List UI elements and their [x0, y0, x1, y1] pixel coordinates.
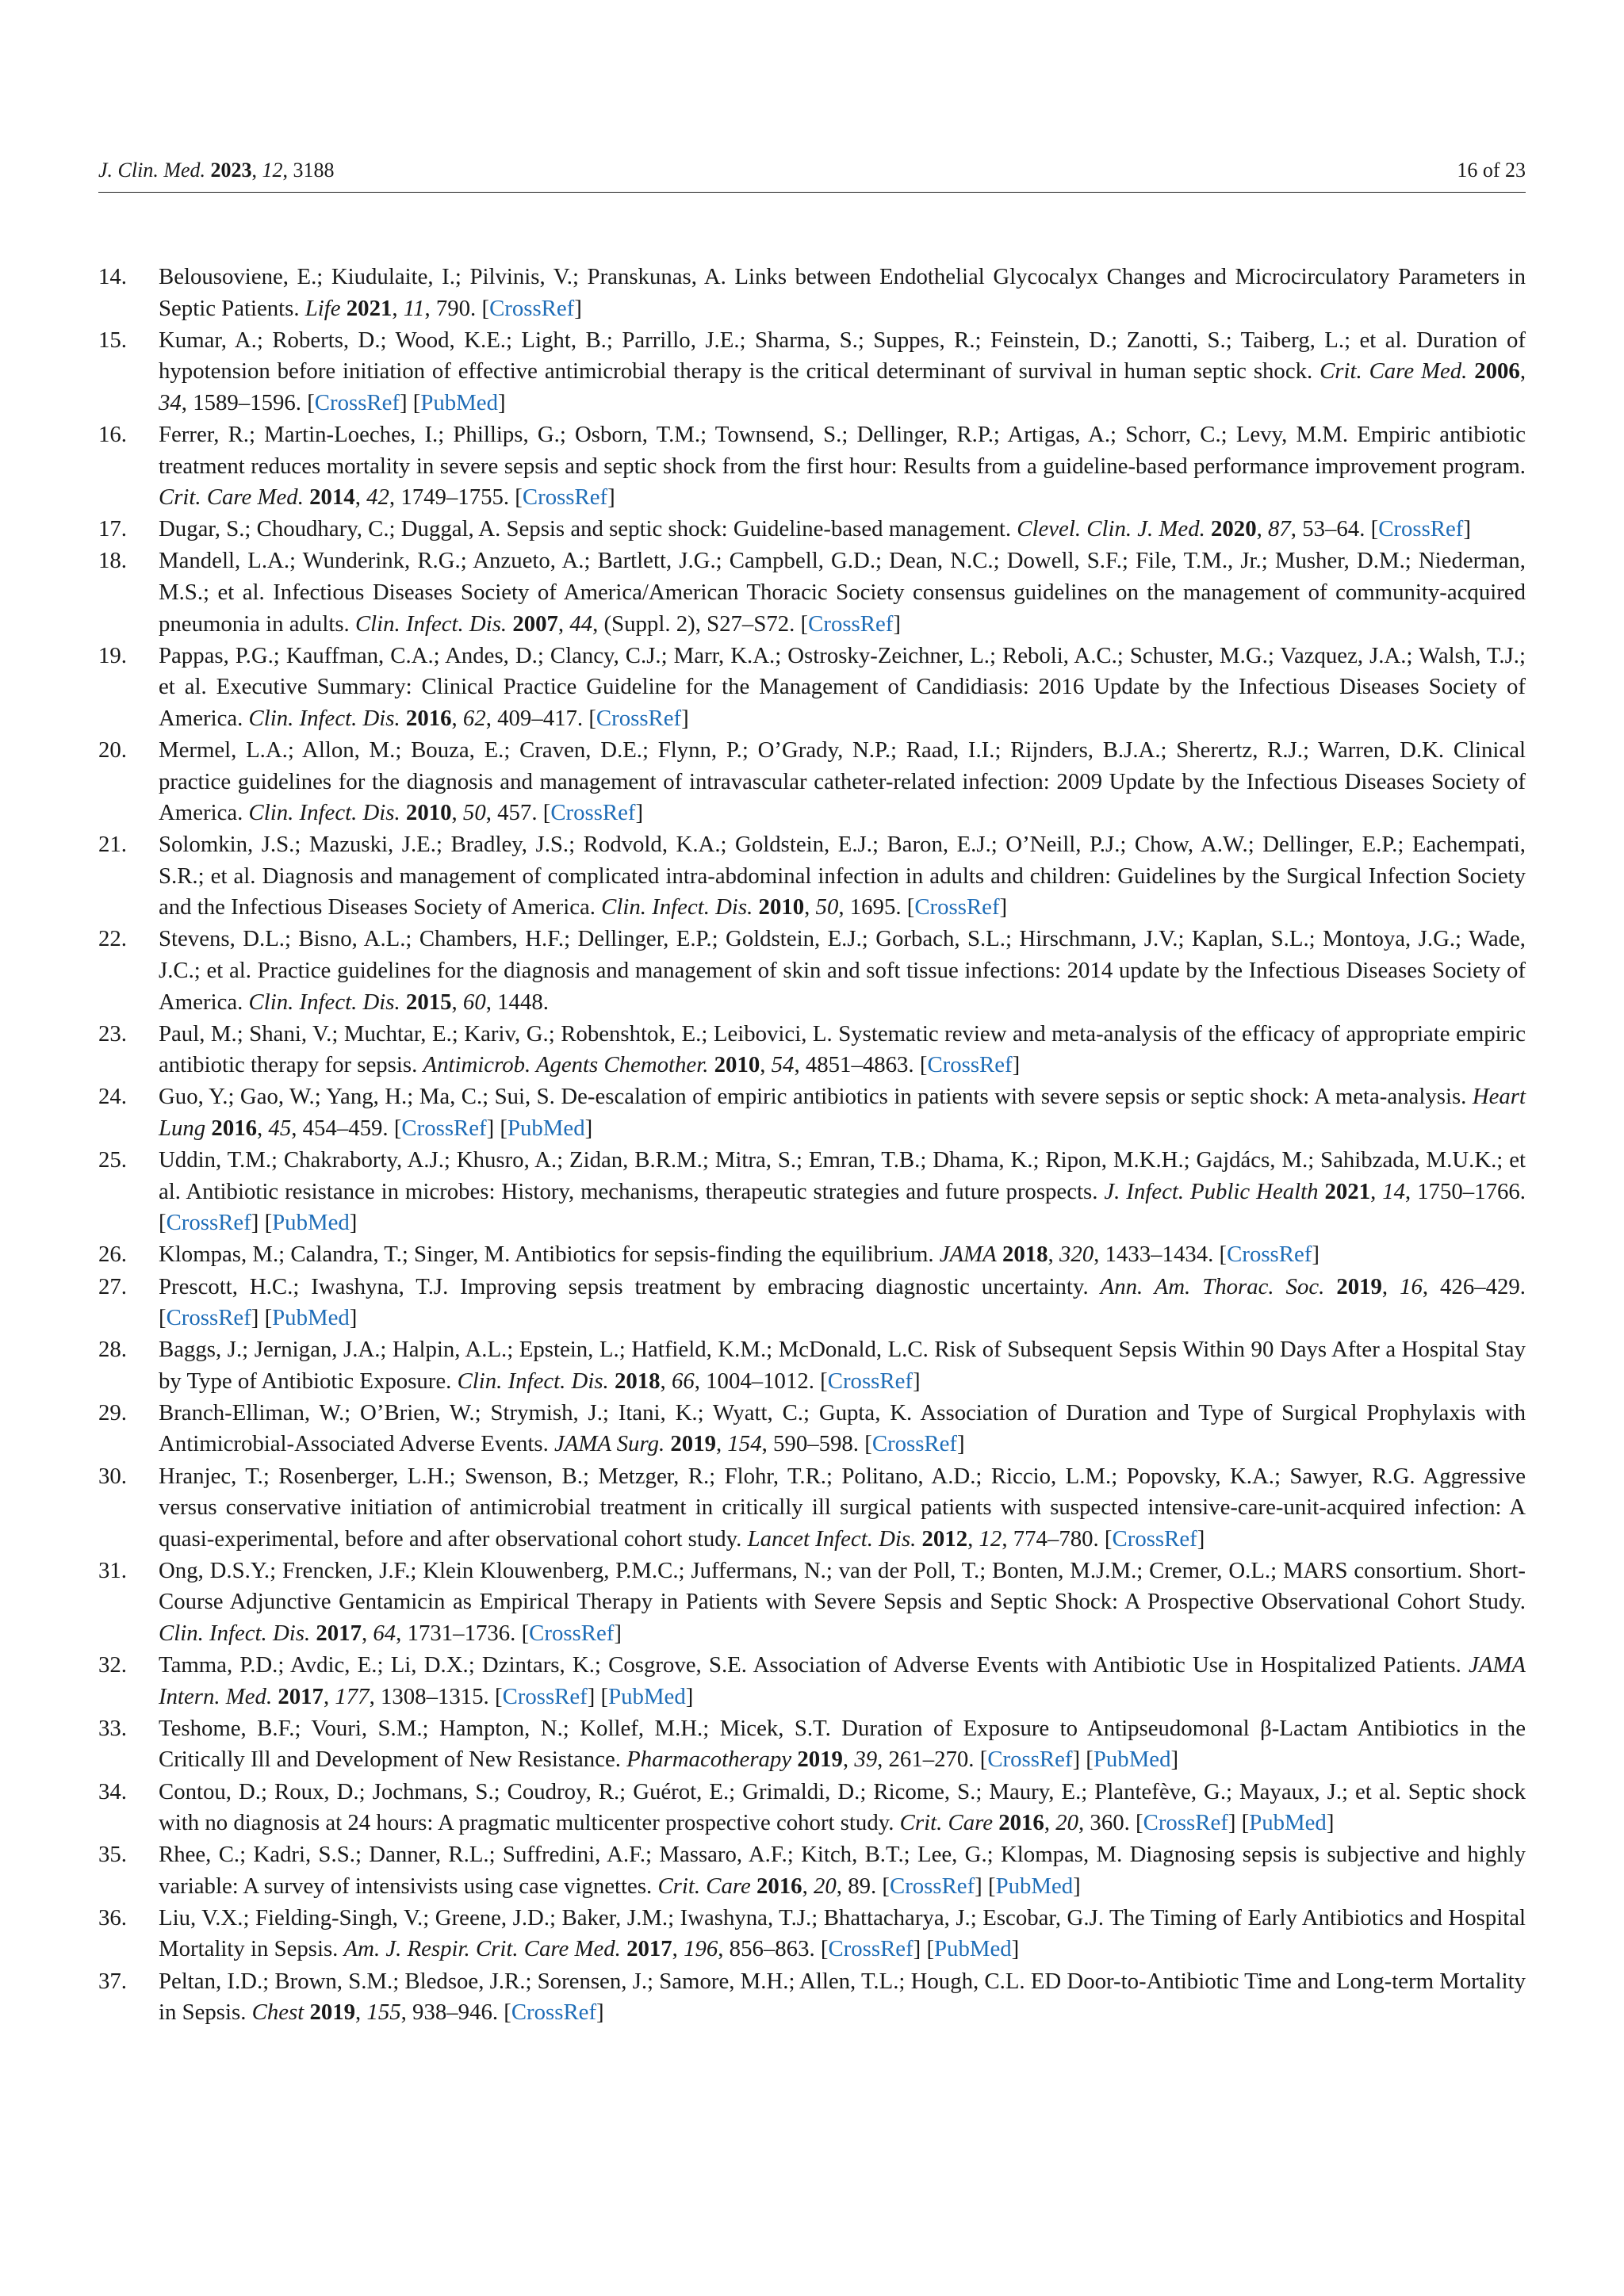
reference-year: 2019	[797, 1747, 843, 1773]
reference-year: 2007	[512, 610, 558, 637]
reference-year: 2016	[211, 1115, 258, 1142]
reference-volume: 44	[569, 610, 593, 637]
reference-volume: 14	[1382, 1178, 1406, 1204]
reference-year: 2019	[309, 1999, 356, 2026]
journal-citation: J. Clin. Med. 2023, 12, 3188	[98, 159, 335, 182]
reference-year: 2010	[714, 1052, 760, 1078]
reference-item: 23. Paul, M.; Shani, V.; Muchtar, E.; Kariv, G.; Robenshtok, E.; Leibovici, L. Systematic review and meta-analysis of the efficacy of appropriate empiric antibiotic therapy for sepsis. Antimicrob. Agents Chemother. 2010, 54, 4851–4863. [CrossRef]	[98, 1019, 1526, 1081]
pubmed-link[interactable]: PubMed	[608, 1683, 686, 1709]
reference-item: 28. Baggs, J.; Jernigan, J.A.; Halpin, A.L.; Epstein, L.; Hatfield, K.M.; McDonald, L.C. Risk of Subsequent Sepsis Within 90 Days After a Hospital Stay by Type of Antibiotic Exposure. Clin. Infect. Dis. 2018, 66, 1004–1012. [CrossRef]	[98, 1334, 1526, 1397]
crossref-link[interactable]: CrossRef	[987, 1747, 1073, 1773]
reference-year: 2012	[921, 1525, 968, 1552]
reference-journal: Life	[304, 295, 341, 321]
reference-number: 21.	[98, 832, 127, 858]
reference-number: 36.	[98, 1904, 127, 1931]
reference-text: Ferrer, R.; Martin-Loeches, I.; Phillips, G.; Osborn, T.M.; Townsend, S.; Dellinger, R.P.; Artigas, A.; Schorr, C.; Levy, M.M. Empiric antibiotic treatment reduces mortality in severe sepsis and septic shock from the first hour: Results from a guideline-based performance improvement program.	[159, 421, 1526, 479]
reference-volume: 196	[684, 1936, 718, 1962]
pubmed-link[interactable]: PubMed	[508, 1115, 585, 1142]
reference-item: 17. Dugar, S.; Choudhary, C.; Duggal, A. Sepsis and septic shock: Guideline-based management. Clevel. Clin. J. Med. 2020, 87, 53–64. [CrossRef]	[98, 514, 1526, 545]
reference-year: 2021	[1324, 1178, 1371, 1204]
reference-journal: Crit. Care Med.	[159, 484, 304, 511]
reference-number: 17.	[98, 516, 127, 542]
reference-number: 34.	[98, 1778, 127, 1804]
reference-year: 2021	[346, 295, 393, 321]
reference-number: 26.	[98, 1242, 127, 1268]
reference-text: Contou, D.; Roux, D.; Jochmans, S.; Coudroy, R.; Guérot, E.; Grimaldi, D.; Ricome, S.; Maury, E.; Plantefève, G.; Mayaux, J.; et al. Septic shock with no diagnosis at 24 hours: A pragmatic multicenter prospective cohort study.	[159, 1778, 1526, 1836]
reference-number: 29.	[98, 1399, 127, 1425]
reference-text: Solomkin, J.S.; Mazuski, J.E.; Bradley, J.S.; Rodvold, K.A.; Goldstein, E.J.; Baron, E.J.; O’Neill, P.J.; Chow, A.W.; Dellinger, E.P.; Eachempati, S.R.; et al. Diagnosis and management of complicated intra-abdominal infection in adults and children: Guidelines by the Surgical Infection Society and the Infectious Diseases Society of America.	[159, 832, 1526, 920]
reference-pages: 938–946.	[412, 1999, 499, 2026]
reference-text: Kumar, A.; Roberts, D.; Wood, K.E.; Light, B.; Parrillo, J.E.; Sharma, S.; Suppes, R.; Feinstein, D.; Zanotti, S.; Taiberg, L.; et al. Duration of hypotension before initiation of effective antimicrobial therapy is the critical determinant of survival in human septic shock.	[159, 327, 1526, 385]
reference-year: 2017	[626, 1936, 672, 1962]
reference-year: 2018	[1002, 1242, 1048, 1268]
reference-pages: 1750–1766.	[1417, 1178, 1526, 1204]
reference-number: 19.	[98, 642, 127, 668]
crossref-link[interactable]: CrossRef	[927, 1052, 1013, 1078]
reference-volume: 39	[854, 1747, 878, 1773]
reference-journal: JAMA Intern. Med.	[159, 1652, 1526, 1709]
reference-item: 22. Stevens, D.L.; Bisno, A.L.; Chambers, H.F.; Dellinger, E.P.; Goldstein, E.J.; Gorbach, S.L.; Hirschmann, J.V.; Kaplan, S.L.; Montoya, J.G.; Wade, J.C.; et al. Practice guidelines for the diagnosis and management of skin and soft tissue infections: 2014 update by the Infectious Diseases Society of America. Clin. Infect. Dis. 2015, 60, 1448.	[98, 924, 1526, 1018]
reference-number: 16.	[98, 421, 127, 447]
reference-volume: 45	[268, 1115, 292, 1142]
reference-pages: 1589–1596.	[193, 389, 301, 415]
reference-text: Guo, Y.; Gao, W.; Yang, H.; Ma, C.; Sui, S. De-escalation of empiric antibiotics in patients with severe sepsis or septic shock: A meta-analysis.	[159, 1084, 1467, 1110]
reference-volume: 320	[1059, 1242, 1094, 1268]
crossref-link[interactable]: CrossRef	[596, 705, 682, 731]
reference-number: 18.	[98, 548, 127, 574]
reference-volume: 50	[462, 800, 486, 826]
reference-pages: 1448.	[497, 989, 549, 1015]
reference-number: 32.	[98, 1652, 127, 1678]
crossref-link[interactable]: CrossRef	[511, 1999, 597, 2026]
reference-item: 26. Klompas, M.; Calandra, T.; Singer, M. Antibiotics for sepsis-finding the equilibrium. JAMA 2018, 320, 1433–1434. [CrossRef]	[98, 1239, 1526, 1271]
reference-text: Prescott, H.C.; Iwashyna, T.J. Improving sepsis treatment by embracing diagnostic uncertainty.	[159, 1273, 1089, 1299]
reference-item: 29. Branch-Elliman, W.; O’Brien, W.; Strymish, J.; Itani, K.; Wyatt, C.; Gupta, K. Association of Duration and Type of Surgical Prophylaxis with Antimicrobial-Associated Adverse Events. JAMA Surg. 2019, 154, 590–598. [CrossRef]	[98, 1398, 1526, 1460]
reference-volume: 12	[979, 1525, 1002, 1552]
reference-item: 25. Uddin, T.M.; Chakraborty, A.J.; Khusro, A.; Zidan, B.R.M.; Mitra, S.; Emran, T.B.; Dhama, K.; Ripon, M.K.H.; Gajdács, M.; Sahibzada, M.U.K.; et al. Antibiotic resistance in microbes: History, mechanisms, therapeutic strategies and future prospects. J. Infect. Public Health 2021, 14, 1750–1766. [CrossRef] [PubMed]	[98, 1145, 1526, 1239]
reference-text: Belousoviene, E.; Kiudulaite, I.; Pilvinis, V.; Pranskunas, A. Links between Endothelial Glycocalyx Changes and Microcirculatory Parameters in Septic Patients.	[159, 264, 1526, 321]
reference-item: 20. Mermel, L.A.; Allon, M.; Bouza, E.; Craven, D.E.; Flynn, P.; O’Grady, N.P.; Raad, I.I.; Rijnders, B.J.A.; Sherertz, R.J.; Warren, D.K. Clinical practice guidelines for the diagnosis and management of intravascular catheter-related infection: 2009 Update by the Infectious Diseases Society of America. Clin. Infect. Dis. 2010, 50, 457. [CrossRef]	[98, 735, 1526, 829]
reference-volume: 66	[671, 1368, 695, 1394]
reference-journal: Antimicrob. Agents Chemother.	[423, 1052, 709, 1078]
crossref-link[interactable]: CrossRef	[1112, 1525, 1197, 1552]
crossref-link[interactable]: CrossRef	[489, 295, 575, 321]
reference-pages: 426–429.	[1440, 1273, 1526, 1299]
reference-number: 31.	[98, 1557, 127, 1583]
reference-year: 2014	[309, 484, 355, 511]
reference-number: 14.	[98, 264, 127, 289]
crossref-link[interactable]: CrossRef	[401, 1115, 487, 1142]
reference-text: Pappas, P.G.; Kauffman, C.A.; Andes, D.; Clancy, C.J.; Marr, K.A.; Ostrosky-Zeichner, L.; Reboli, A.C.; Schuster, M.G.; Vazquez, J.A.; Walsh, T.J.; et al. Executive Summary: Clinical Practice Guideline for the Management of Candidiasis: 2016 Update by the Infectious Diseases Society of America.	[159, 642, 1526, 731]
reference-number: 27.	[98, 1273, 127, 1299]
reference-year: 2020	[1211, 516, 1257, 542]
reference-volume: 34	[159, 389, 182, 415]
reference-item: 30. Hranjec, T.; Rosenberger, L.H.; Swenson, B.; Metzger, R.; Flohr, T.R.; Politano, A.D.; Riccio, L.M.; Popovsky, K.A.; Sawyer, R.G. Aggressive versus conservative initiation of antimicrobial treatment in critically ill surgical patients with suspected intensive-care-unit-acquired infection: A quasi-experimental, before and after observational cohort study. Lancet Infect. Dis. 2012, 12, 774–780. [CrossRef]	[98, 1461, 1526, 1556]
reference-journal: Crit. Care	[899, 1810, 994, 1836]
reference-volume: 60	[462, 989, 486, 1015]
crossref-link[interactable]: CrossRef	[550, 800, 636, 826]
reference-volume: 20	[1055, 1810, 1079, 1836]
reference-text: Klompas, M.; Calandra, T.; Singer, M. Antibiotics for sepsis-finding the equilibrium.	[159, 1242, 934, 1268]
reference-year: 2010	[405, 800, 452, 826]
reference-journal: Clin. Infect. Dis.	[159, 1621, 311, 1647]
reference-text: Branch-Elliman, W.; O’Brien, W.; Strymish, J.; Itani, K.; Wyatt, C.; Gupta, K. Association of Duration and Type of Surgical Prophylaxis with Antimicrobial-Associated Adverse Events.	[159, 1399, 1526, 1457]
reference-item: 16. Ferrer, R.; Martin-Loeches, I.; Phillips, G.; Osborn, T.M.; Townsend, S.; Dellinger, R.P.; Artigas, A.; Schorr, C.; Levy, M.M. Empiric antibiotic treatment reduces mortality in severe sepsis and septic shock from the first hour: Results from a guideline-based performance improvement program. Crit. Care Med. 2014, 42, 1749–1755. [CrossRef]	[98, 419, 1526, 514]
reference-journal: Clin. Infect. Dis.	[354, 610, 508, 637]
crossref-link[interactable]: CrossRef	[166, 1305, 251, 1331]
pubmed-link[interactable]: PubMed	[1093, 1747, 1171, 1773]
article-number: 3188	[293, 159, 335, 182]
reference-pages: 457.	[497, 800, 538, 826]
reference-number: 23.	[98, 1020, 127, 1047]
pubmed-link[interactable]: PubMed	[1249, 1810, 1327, 1836]
reference-item: 14. Belousoviene, E.; Kiudulaite, I.; Pilvinis, V.; Pranskunas, A. Links between Endothelial Glycocalyx Changes and Microcirculatory Parameters in Septic Patients. Life 2021, 11, 790. [CrossRef]	[98, 262, 1526, 324]
reference-pages: 790.	[435, 295, 477, 321]
crossref-link[interactable]: CrossRef	[166, 1210, 251, 1236]
reference-pages: 774–780.	[1013, 1525, 1099, 1552]
reference-pages: 1749–1755.	[400, 484, 510, 511]
reference-item: 34. Contou, D.; Roux, D.; Jochmans, S.; Coudroy, R.; Guérot, E.; Grimaldi, D.; Ricome, S.; Maury, E.; Plantefève, G.; Mayaux, J.; et al. Septic shock with no diagnosis at 24 hours: A pragmatic multicenter prospective cohort study. Crit. Care 2016, 20, 360. [CrossRef] [PubMed]	[98, 1777, 1526, 1839]
reference-text: Hranjec, T.; Rosenberger, L.H.; Swenson, B.; Metzger, R.; Flohr, T.R.; Politano, A.D.; Riccio, L.M.; Popovsky, K.A.; Sawyer, R.G. Aggressive versus conservative initiation of antimicrobial treatment in critically ill surgical patients with suspected intensive-care-unit-acquired infection: A quasi-experimental, before and after observational cohort study.	[159, 1463, 1526, 1552]
page-number: 16 of 23	[1457, 159, 1526, 182]
reference-text: Mandell, L.A.; Wunderink, R.G.; Anzueto, A.; Bartlett, J.G.; Campbell, G.D.; Dean, N.C.; Dowell, S.F.; File, T.M., Jr.; Musher, D.M.; Niederman, M.S.; et al. Infectious Diseases Society of America/American Thoracic Society consensus guidelines on the management of community-acquired pneumonia in adults.	[159, 548, 1526, 637]
crossref-link[interactable]: CrossRef	[828, 1936, 914, 1962]
reference-number: 33.	[98, 1715, 127, 1741]
reference-volume: 11	[403, 295, 425, 321]
reference-item: 19. Pappas, P.G.; Kauffman, C.A.; Andes, D.; Clancy, C.J.; Marr, K.A.; Ostrosky-Zeichner, L.; Reboli, A.C.; Schuster, M.G.; Vazquez, J.A.; Walsh, T.J.; et al. Executive Summary: Clinical Practice Guideline for the Management of Candidiasis: 2016 Update by the Infectious Diseases Society of America. Clin. Infect. Dis. 2016, 62, 409–417. [CrossRef]	[98, 641, 1526, 735]
crossref-link[interactable]: CrossRef	[871, 1431, 957, 1457]
reference-pages: 409–417.	[497, 705, 584, 731]
page-header	[98, 151, 1526, 193]
journal-name: J. Clin. Med.	[98, 159, 206, 182]
reference-item: 35. Rhee, C.; Kadri, S.S.; Danner, R.L.; Suffredini, A.F.; Massaro, A.F.; Kitch, B.T.; Lee, G.; Klompas, M. Diagnosing sepsis is subjective and highly variable: A survey of intensivists using case vignettes. Crit. Care 2016, 20, 89. [CrossRef] [PubMed]	[98, 1839, 1526, 1902]
reference-journal: Crit. Care Med.	[1320, 358, 1468, 385]
reference-text: Stevens, D.L.; Bisno, A.L.; Chambers, H.F.; Dellinger, E.P.; Goldstein, E.J.; Gorbach, S.L.; Hirschmann, J.V.; Kaplan, S.L.; Montoya, J.G.; Wade, J.C.; et al. Practice guidelines for the diagnosis and management of skin and soft tissue infections: 2014 update by the Infectious Diseases Society of America.	[159, 926, 1526, 1015]
reference-text: Uddin, T.M.; Chakraborty, A.J.; Khusro, A.; Zidan, B.R.M.; Mitra, S.; Emran, T.B.; Dhama, K.; Ripon, M.K.H.; Gajdács, M.; Sahibzada, M.U.K.; et al. Antibiotic resistance in microbes: History, mechanisms, therapeutic strategies and future prospects.	[159, 1147, 1526, 1204]
reference-volume: 50	[815, 894, 839, 920]
reference-year: 2018	[614, 1368, 661, 1394]
reference-year: 2016	[405, 705, 452, 731]
reference-number: 25.	[98, 1147, 127, 1173]
reference-item: 24. Guo, Y.; Gao, W.; Yang, H.; Ma, C.; Sui, S. De-escalation of empiric antibiotics in patients with severe sepsis or septic shock: A meta-analysis. Heart Lung 2016, 45, 454–459. [CrossRef] [PubMed]	[98, 1081, 1526, 1144]
reference-item: 27. Prescott, H.C.; Iwashyna, T.J. Improving sepsis treatment by embracing diagnostic uncertainty. Ann. Am. Thorac. Soc. 2019, 16, 426–429. [CrossRef] [PubMed]	[98, 1272, 1526, 1334]
reference-year: 2019	[670, 1431, 716, 1457]
reference-pages: 856–863.	[729, 1936, 815, 1962]
reference-year: 2017	[316, 1621, 362, 1647]
reference-number: 30.	[98, 1463, 127, 1489]
reference-pages: 53–64.	[1302, 516, 1365, 542]
reference-pages: 261–270.	[888, 1747, 975, 1773]
reference-pages: (Suppl. 2), S27–S72.	[603, 610, 795, 637]
reference-pages: 1308–1315.	[380, 1683, 489, 1709]
reference-journal: JAMA	[939, 1242, 997, 1268]
reference-journal: JAMA Surg.	[554, 1431, 665, 1457]
reference-journal: Clin. Infect. Dis.	[248, 800, 400, 826]
reference-year: 2016	[998, 1810, 1044, 1836]
reference-volume: 62	[462, 705, 486, 731]
reference-year: 2017	[278, 1683, 324, 1709]
reference-year: 2015	[405, 989, 452, 1015]
reference-journal: Clin. Infect. Dis.	[457, 1368, 609, 1394]
reference-journal: Clevel. Clin. J. Med.	[1017, 516, 1205, 542]
reference-number: 35.	[98, 1842, 127, 1868]
reference-text: Peltan, I.D.; Brown, S.M.; Bledsoe, J.R.; Sorensen, J.; Samore, M.H.; Allen, T.L.; Hough, C.L. ED Door-to-Antibiotic Time and Long-term Mortality in Sepsis.	[159, 1968, 1526, 2026]
crossref-link[interactable]: CrossRef	[889, 1873, 975, 1899]
reference-text: Teshome, B.F.; Vouri, S.M.; Hampton, N.; Kollef, M.H.; Micek, S.T. Duration of Exposure to Antipseudomonal β-Lactam Antibiotics in the Critically Ill and Development of New Resistance.	[159, 1715, 1526, 1773]
crossref-link[interactable]: CrossRef	[1143, 1810, 1228, 1836]
reference-journal: Crit. Care	[657, 1873, 751, 1899]
crossref-link[interactable]: CrossRef	[1227, 1242, 1312, 1268]
reference-number: 37.	[98, 1968, 127, 1994]
reference-item: 31. Ong, D.S.Y.; Frencken, J.F.; Klein Klouwenberg, P.M.C.; Juffermans, N.; van der Poll, T.; Bonten, M.J.M.; Cremer, O.L.; MARS consortium. Short-Course Adjunctive Gentamicin as Empirical Therapy in Patients with Severe Sepsis and Septic Shock: A Prospective Observational Cohort Study. Clin. Infect. Dis. 2017, 64, 1731–1736. [CrossRef]	[98, 1556, 1526, 1650]
reference-year: 2010	[758, 894, 805, 920]
reference-volume: 20	[813, 1873, 837, 1899]
reference-journal: Ann. Am. Thorac. Soc.	[1100, 1273, 1325, 1299]
reference-journal: Chest	[251, 1999, 304, 2026]
crossref-link[interactable]: CrossRef	[522, 484, 608, 511]
reference-journal: Pharmacotherapy	[626, 1747, 792, 1773]
reference-item: 15. Kumar, A.; Roberts, D.; Wood, K.E.; Light, B.; Parrillo, J.E.; Sharma, S.; Suppes, R.; Feinstein, D.; Zanotti, S.; Taiberg, L.; et al. Duration of hypotension before initiation of effective antimicrobial therapy is the critical determinant of survival in human septic shock. Crit. Care Med. 2006, 34, 1589–1596. [CrossRef] [PubMed]	[98, 325, 1526, 419]
reference-volume: 42	[366, 484, 389, 511]
reference-year: 2006	[1474, 358, 1520, 385]
reference-volume: 87	[1268, 516, 1291, 542]
reference-text: Mermel, L.A.; Allon, M.; Bouza, E.; Craven, D.E.; Flynn, P.; O’Grady, N.P.; Raad, I.I.; Rijnders, B.J.A.; Sherertz, R.J.; Warren, D.K. Clinical practice guidelines for the diagnosis and management of intravascular catheter-related infection: 2009 Update by the Infectious Diseases Society of America.	[159, 737, 1526, 826]
crossref-link[interactable]: CrossRef	[827, 1368, 913, 1394]
reference-number: 15.	[98, 327, 127, 353]
reference-pages: 1695.	[849, 894, 902, 920]
pubmed-link[interactable]: PubMed	[995, 1873, 1074, 1899]
reference-text: Paul, M.; Shani, V.; Muchtar, E.; Kariv, G.; Robenshtok, E.; Leibovici, L. Systematic review and meta-analysis of the efficacy of appropriate empiric antibiotic therapy for sepsis.	[159, 1020, 1526, 1078]
reference-number: 20.	[98, 737, 127, 763]
reference-number: 24.	[98, 1084, 127, 1110]
crossref-link[interactable]: CrossRef	[502, 1683, 588, 1709]
reference-text: Tamma, P.D.; Avdic, E.; Li, D.X.; Dzintars, K.; Cosgrove, S.E. Association of Adverse Events with Antibiotic Use in Hospitalized Patients.	[159, 1652, 1461, 1678]
reference-volume: 177	[335, 1683, 370, 1709]
reference-journal: Clin. Infect. Dis.	[248, 705, 400, 731]
crossref-link[interactable]: CrossRef	[808, 610, 894, 637]
reference-item: 36. Liu, V.X.; Fielding-Singh, V.; Greene, J.D.; Baker, J.M.; Iwashyna, T.J.; Bhattacharya, J.; Escobar, G.J. The Timing of Early Antibiotics and Hospital Mortality in Sepsis. Am. J. Respir. Crit. Care Med. 2017, 196, 856–863. [CrossRef] [PubMed]	[98, 1903, 1526, 1965]
reference-journal: Am. J. Respir. Crit. Care Med.	[343, 1936, 621, 1962]
pubmed-link[interactable]: PubMed	[272, 1305, 350, 1331]
reference-pages: 454–459.	[302, 1115, 389, 1142]
reference-volume: 54	[771, 1052, 795, 1078]
reference-pages: 590–598.	[773, 1431, 860, 1457]
reference-text: Ong, D.S.Y.; Frencken, J.F.; Klein Klouwenberg, P.M.C.; Juffermans, N.; van der Poll, T.; Bonten, M.J.M.; Cremer, O.L.; MARS consortium. Short-Course Adjunctive Gentamicin as Empirical Therapy in Patients with Severe Sepsis and Septic Shock: A Prospective Observational Cohort Study.	[159, 1557, 1526, 1615]
reference-year: 2016	[756, 1873, 802, 1899]
pubmed-link[interactable]: PubMed	[934, 1936, 1012, 1962]
reference-volume: 16	[1400, 1273, 1423, 1299]
reference-item: 21. Solomkin, J.S.; Mazuski, J.E.; Bradley, J.S.; Rodvold, K.A.; Goldstein, E.J.; Baron, E.J.; O’Neill, P.J.; Chow, A.W.; Dellinger, E.P.; Eachempati, S.R.; et al. Diagnosis and management of complicated intra-abdominal infection in adults and children: Guidelines by the Surgical Infection Society and the Infectious Diseases Society of America. Clin. Infect. Dis. 2010, 50, 1695. [CrossRef]	[98, 829, 1526, 924]
reference-pages: 1731–1736.	[407, 1621, 516, 1647]
reference-volume: 154	[727, 1431, 762, 1457]
reference-volume: 155	[366, 1999, 401, 2026]
reference-journal: Clin. Infect. Dis.	[248, 989, 400, 1015]
reference-text: Baggs, J.; Jernigan, J.A.; Halpin, A.L.; Epstein, L.; Hatfield, K.M.; McDonald, L.C. Risk of Subsequent Sepsis Within 90 Days After a Hospital Stay by Type of Antibiotic Exposure.	[159, 1337, 1526, 1394]
reference-list	[98, 262, 1526, 2029]
crossref-link[interactable]: CrossRef	[529, 1621, 615, 1647]
reference-item: 18. Mandell, L.A.; Wunderink, R.G.; Anzueto, A.; Bartlett, J.G.; Campbell, G.D.; Dean, N.C.; Dowell, S.F.; File, T.M., Jr.; Musher, D.M.; Niederman, M.S.; et al. Infectious Diseases Society of America/American Thoracic Society consensus guidelines on the management of community-acquired pneumonia in adults. Clin. Infect. Dis. 2007, 44, (Suppl. 2), S27–S72. [CrossRef]	[98, 545, 1526, 640]
crossref-link[interactable]: CrossRef	[914, 894, 1000, 920]
reference-text: Liu, V.X.; Fielding-Singh, V.; Greene, J.D.; Baker, J.M.; Iwashyna, T.J.; Bhattacharya, J.; Escobar, G.J. The Timing of Early Antibiotics and Hospital Mortality in Sepsis.	[159, 1904, 1526, 1962]
reference-item: 33. Teshome, B.F.; Vouri, S.M.; Hampton, N.; Kollef, M.H.; Micek, S.T. Duration of Exposure to Antipseudomonal β-Lactam Antibiotics in the Critically Ill and Development of New Resistance. Pharmacotherapy 2019, 39, 261–270. [CrossRef] [PubMed]	[98, 1713, 1526, 1776]
reference-journal: Heart Lung	[159, 1084, 1526, 1142]
reference-pages: 4851–4863.	[805, 1052, 914, 1078]
reference-text: Rhee, C.; Kadri, S.S.; Danner, R.L.; Suffredini, A.F.; Massaro, A.F.; Kitch, B.T.; Lee, G.; Klompas, M. Diagnosing sepsis is subjective and highly variable: A survey of intensivists using case vignettes.	[159, 1842, 1526, 1899]
crossref-link[interactable]: CrossRef	[1378, 516, 1464, 542]
reference-journal: J. Infect. Public Health	[1104, 1178, 1319, 1204]
journal-year: 2023	[210, 159, 252, 182]
reference-year: 2019	[1336, 1273, 1382, 1299]
reference-number: 28.	[98, 1337, 127, 1363]
reference-item: 32. Tamma, P.D.; Avdic, E.; Li, D.X.; Dzintars, K.; Cosgrove, S.E. Association of Adverse Events with Antibiotic Use in Hospitalized Patients. JAMA Intern. Med. 2017, 177, 1308–1315. [CrossRef] [PubMed]	[98, 1650, 1526, 1712]
journal-volume: 12	[262, 159, 283, 182]
reference-volume: 64	[373, 1621, 396, 1647]
crossref-link[interactable]: CrossRef	[314, 389, 400, 415]
reference-pages: 89.	[848, 1873, 877, 1899]
pubmed-link[interactable]: PubMed	[420, 389, 498, 415]
reference-pages: 1433–1434.	[1105, 1242, 1214, 1268]
reference-item: 37. Peltan, I.D.; Brown, S.M.; Bledsoe, J.R.; Sorensen, J.; Samore, M.H.; Allen, T.L.; Hough, C.L. ED Door-to-Antibiotic Time and Long-term Mortality in Sepsis. Chest 2019, 155, 938–946. [CrossRef]	[98, 1966, 1526, 2029]
reference-number: 22.	[98, 926, 127, 952]
reference-pages: 1004–1012.	[706, 1368, 814, 1394]
pubmed-link[interactable]: PubMed	[272, 1210, 350, 1236]
reference-journal: Lancet Infect. Dis.	[747, 1525, 917, 1552]
reference-journal: Clin. Infect. Dis.	[601, 894, 753, 920]
reference-text: Dugar, S.; Choudhary, C.; Duggal, A. Sepsis and septic shock: Guideline-based management.	[159, 516, 1012, 542]
reference-pages: 360.	[1090, 1810, 1130, 1836]
